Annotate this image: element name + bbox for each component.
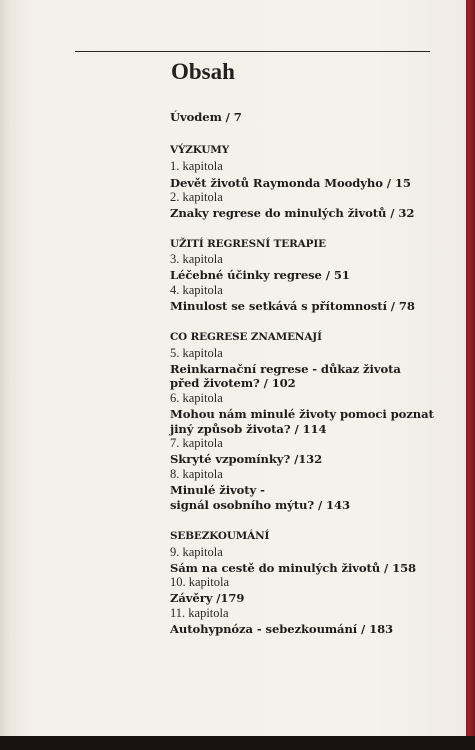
section-heading: UŽITÍ REGRESNÍ TERAPIE [170, 238, 326, 250]
chapter-title: Léčebné účinky regrese / 51 [170, 268, 350, 282]
chapter-label: 11. kapitola [170, 606, 229, 620]
chapter-label: 5. kapitola [170, 346, 223, 360]
chapter-title-continued: před životem? / 102 [170, 376, 296, 390]
chapter-title: Sám na cestě do minulých životů / 158 [170, 561, 417, 575]
chapter-title: Autohypnóza - sebezkoumání / 183 [170, 622, 394, 636]
section-heading: VÝZKUMY [170, 144, 230, 156]
chapter-label: 7. kapitola [170, 436, 223, 450]
section-heading: SEBEZKOUMÁNÍ [170, 530, 270, 542]
scan-background [0, 736, 475, 750]
toc-intro: Úvodem / 7 [170, 110, 242, 124]
chapter-label: 2. kapitola [170, 190, 223, 204]
chapter-label: 1. kapitola [170, 159, 223, 173]
chapter-title-continued: signál osobního mýtu? / 143 [170, 498, 350, 512]
chapter-label: 9. kapitola [170, 545, 223, 559]
chapter-title-continued: jiný způsob života? / 114 [170, 422, 327, 436]
chapter-title: Skryté vzpomínky? /132 [170, 452, 323, 466]
chapter-title: Mohou nám minulé životy pomoci poznat [170, 407, 434, 421]
chapter-title: Minulé životy - [170, 483, 265, 497]
chapter-label: 3. kapitola [170, 252, 223, 266]
chapter-label: 8. kapitola [170, 467, 223, 481]
chapter-label: 10. kapitola [170, 575, 230, 589]
chapter-label: 6. kapitola [170, 391, 223, 405]
page-title: Obsah [171, 59, 235, 84]
top-rule [75, 51, 430, 52]
chapter-label: 4. kapitola [170, 283, 223, 297]
book-cover-edge [466, 0, 475, 736]
chapter-title: Reinkarnační regrese - důkaz života [170, 362, 401, 376]
chapter-title: Minulost se setkává s přítomností / 78 [170, 299, 415, 313]
chapter-title: Devět životů Raymonda Moodyho / 15 [170, 176, 411, 190]
chapter-title: Závěry /179 [170, 591, 245, 605]
section-heading: CO REGRESE ZNAMENAJÍ [170, 331, 322, 343]
chapter-title: Znaky regrese do minulých životů / 32 [170, 206, 415, 220]
